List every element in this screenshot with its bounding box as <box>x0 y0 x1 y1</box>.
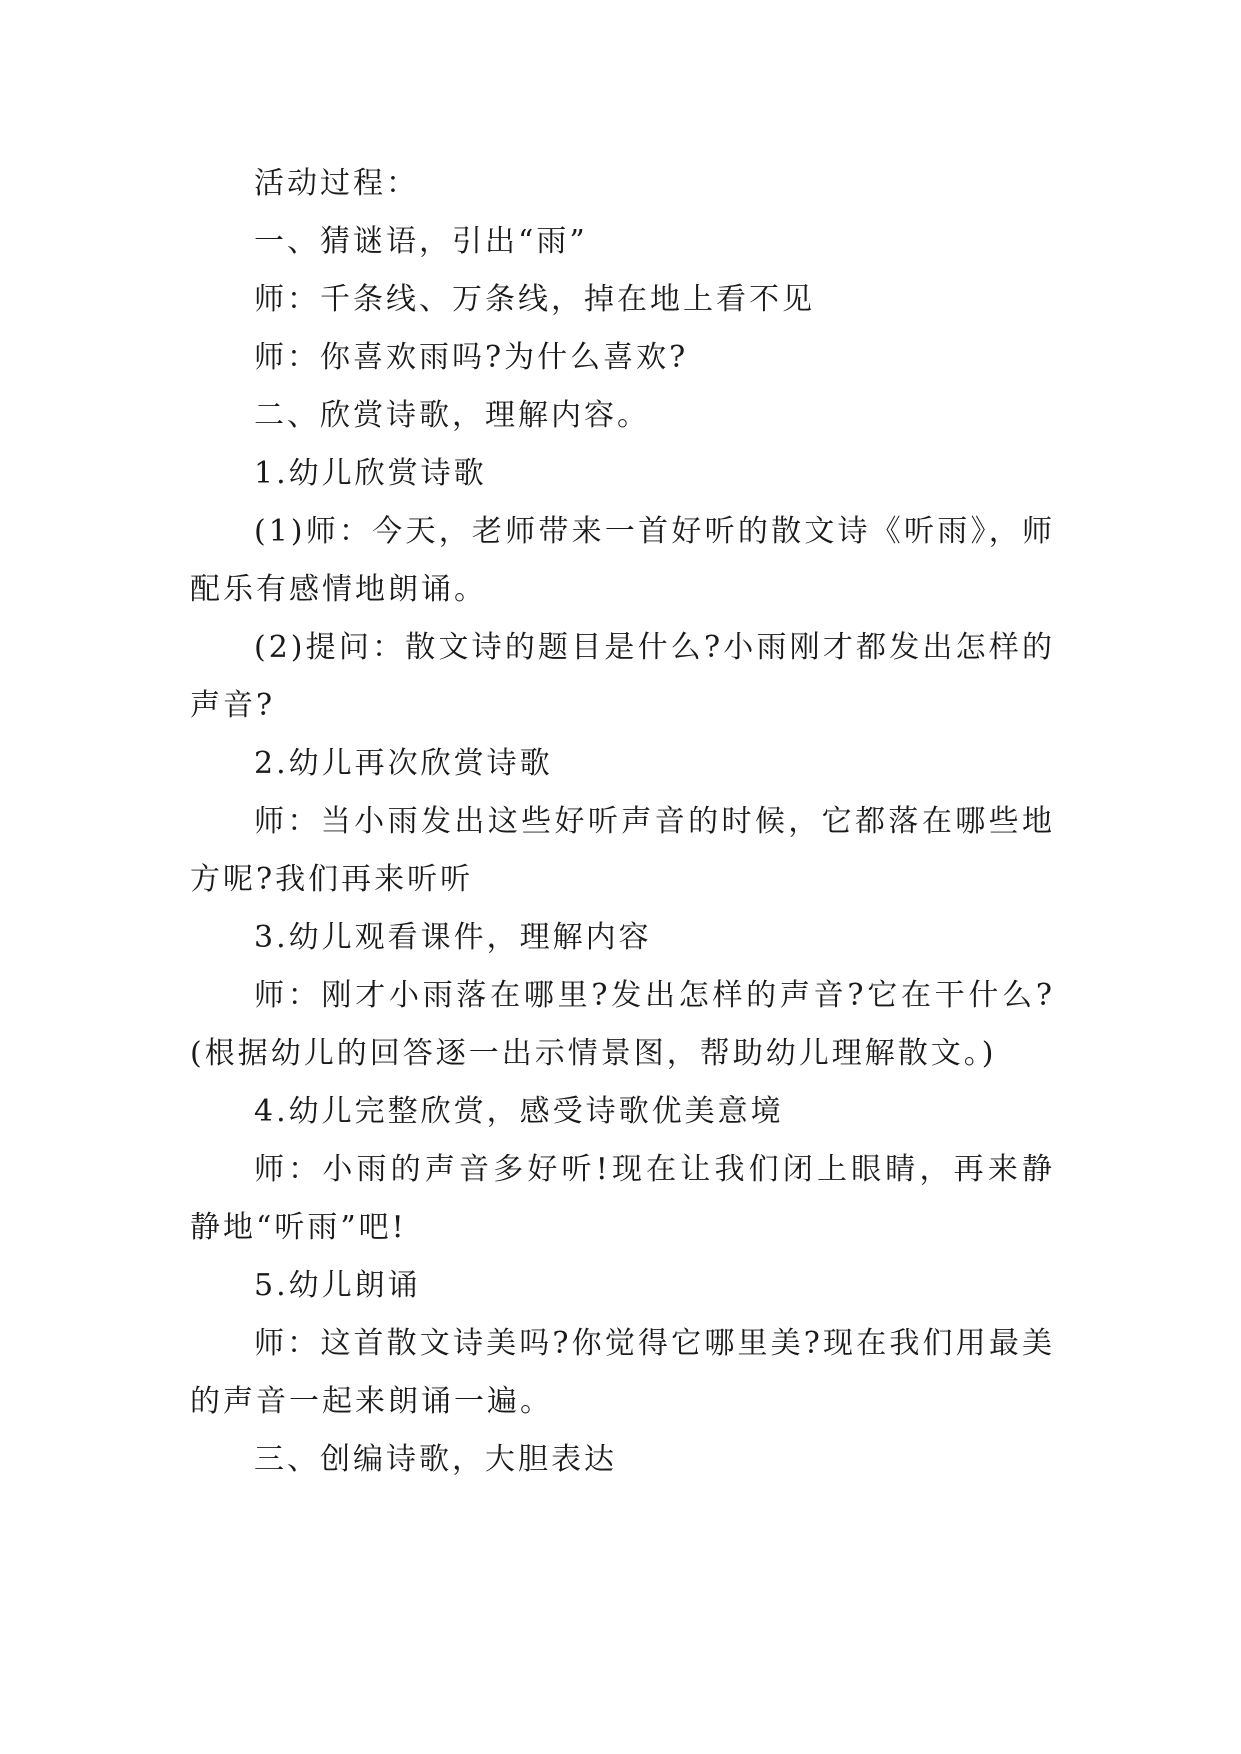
paragraph-riddle: 师：千条线、万条线，掉在地上看不见 <box>254 282 815 317</box>
paragraph-section-3-heading: 三、创编诗歌，大胆表达 <box>254 1442 617 1477</box>
paragraph-step-2: 2.幼儿再次欣赏诗歌 <box>254 746 553 781</box>
paragraph-step-1-b: (2)提问：散文诗的题目是什么?小雨刚才都发出怎样的声音? <box>190 630 1055 723</box>
paragraph-question-like-rain: 师：你喜欢雨吗?为什么喜欢? <box>254 340 689 375</box>
document-body <box>190 155 1055 1489</box>
paragraph-step-2-text: 师：当小雨发出这些好听声音的时候，它都落在哪些地方呢?我们再来听听 <box>190 804 1055 897</box>
paragraph-step-4: 4.幼儿完整欣赏，感受诗歌优美意境 <box>254 1094 784 1129</box>
paragraph-step-5-text: 师：这首散文诗美吗?你觉得它哪里美?现在我们用最美的声音一起来朗诵一遍。 <box>190 1326 1055 1419</box>
paragraph-step-5: 5.幼儿朗诵 <box>254 1268 421 1303</box>
paragraph-activity-process: 活动过程： <box>254 166 419 201</box>
paragraph-section-1-heading: 一、猜谜语，引出“雨” <box>254 224 588 259</box>
paragraph-step-1-a: (1)师：今天，老师带来一首好听的散文诗《听雨》，师配乐有感情地朗诵。 <box>190 514 1055 607</box>
paragraph-step-3: 3.幼儿观看课件，理解内容 <box>254 920 652 955</box>
paragraph-step-1: 1.幼儿欣赏诗歌 <box>254 456 487 491</box>
paragraph-section-2-heading: 二、欣赏诗歌，理解内容。 <box>254 398 650 433</box>
paragraph-step-4-text: 师：小雨的声音多好听!现在让我们闭上眼睛，再来静静地“听雨”吧! <box>190 1152 1055 1245</box>
paragraph-step-3-text: 师：刚才小雨落在哪里?发出怎样的声音?它在干什么?(根据幼儿的回答逐一出示情景图，帮助幼儿理解散文。) <box>190 978 1055 1071</box>
